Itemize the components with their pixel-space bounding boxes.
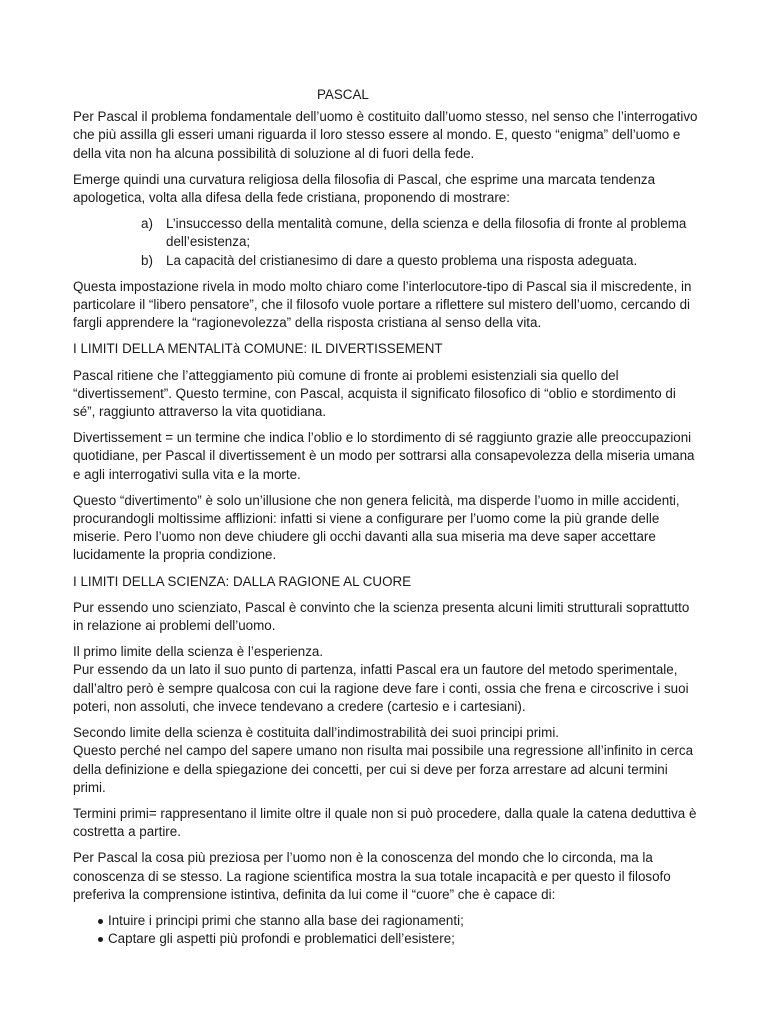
section2-paragraph-2-line-2: Pur essendo da un lato il suo punto di partenza, infatti Pascal era un fautore del metodo sperimentale, dall’altro però è sempre qualcosa con cui la ragione deve fare i conti, ossia che frena e circoscrive i suoi poteri, non assoluti, che invece tendevano a credere (cartesio e i cartesiani). bbox=[73, 662, 689, 714]
section2-paragraph-3-line-2: Questo perché nel campo del sapere umano non risulta mai possibile una regressione all’infinito in cerca della definizione e della spiegazione dei concetti, per cui si deve per forza arrestare ad alcuni termini primi. bbox=[73, 743, 694, 795]
list-marker: b) bbox=[141, 252, 153, 268]
section2-paragraph-2 bbox=[73, 643, 698, 716]
list-item bbox=[73, 930, 698, 948]
section2-paragraph-5: Per Pascal la cosa più preziosa per l’uomo non è la conoscenza del mondo che lo circonda, ma la conoscenza di se stesso. La ragione scientifica mostra la sua totale incapacità e per questo il filosofo preferiva la comprensione istintiva, definita da lui come il “cuore” che è capace di: bbox=[73, 850, 671, 902]
list-item-text: La capacità del cristianesimo di dare a questo problema una risposta adeguata. bbox=[166, 252, 638, 268]
bullet-icon bbox=[98, 937, 103, 942]
section-heading-scienza: I LIMITI DELLA SCIENZA: DALLA RAGIONE AL CUORE bbox=[73, 573, 412, 589]
section-heading-divertissement: I LIMITI DELLA MENTALITà COMUNE: IL DIVERTISSEMENT bbox=[73, 341, 443, 357]
section1-paragraph-3: Questo “divertimento” è solo un’illusione che non genera felicità, ma disperde l’uomo in mille accidenti, procurandogli moltissime afflizioni: infatti si viene a configurare per l’uomo come la più grande delle miserie. Pero l’uomo non deve chiudere gli occhi davanti alla sua miseria ma deve saper accettare lucidamente la propria condizione. bbox=[73, 492, 680, 563]
section2-paragraph-3 bbox=[73, 724, 698, 797]
section2-paragraph-2-line-1: Il primo limite della scienza è l’esperienza. bbox=[73, 644, 324, 660]
list-item-text: Captare gli aspetti più profondi e problematici dell’esistere; bbox=[108, 931, 455, 947]
section2-paragraph-4: Termini primi= rappresentano il limite oltre il quale non si può procedere, dalla quale la catena deduttiva è costretta a partire. bbox=[73, 805, 697, 840]
intro-paragraph-2: Emerge quindi una curvatura religiosa della filosofia di Pascal, che esprime una marcata tendenza apologetica, volta alla difesa della fede cristiana, proponendo di mostrare: bbox=[73, 171, 656, 206]
list-item-text: L’insuccesso della mentalità comune, della scienza e della filosofia di fronte al problema dell’esistenza; bbox=[166, 216, 687, 250]
section2-paragraph-3-line-1: Secondo limite della scienza è costituita dall’indimostrabilità dei suoi principi primi. bbox=[73, 725, 560, 741]
bullet-icon bbox=[98, 919, 103, 924]
list-item-text: Intuire i principi primi che stanno alla base dei ragionamenti; bbox=[108, 912, 464, 928]
demonstrate-list bbox=[73, 215, 698, 270]
intro-paragraph-3: Questa impostazione rivela in modo molto chiaro come l’interlocutore-tipo di Pascal sia il miscredente, in particolare il “libero pensatore”, che il filosofo vuole portare a riflettere sul mistero dell’uomo, cercando di fargli apprendere la “ragionevolezza” della risposta cristiana al senso della vita. bbox=[73, 278, 692, 331]
capabilities-list bbox=[73, 912, 698, 948]
list-item bbox=[73, 912, 698, 930]
list-item bbox=[73, 252, 698, 270]
intro-paragraph-1: Per Pascal il problema fondamentale dell’uomo è costituito dall’uomo stesso, nel senso che l’interrogativo che più assilla gli esseri umani riguarda il loro stesso essere al mondo. E, questo “enigma” dell’uomo e della vita non ha alcuna possibilità di soluzione al di fuori della fede. bbox=[73, 109, 698, 161]
section2-paragraph-1: Pur essendo uno scienziato, Pascal è convinto che la scienza presenta alcuni limiti strutturali soprattutto in relazione ai problemi dell’uomo. bbox=[73, 599, 690, 634]
document-body bbox=[73, 86, 698, 948]
list-marker: a) bbox=[141, 216, 153, 232]
section1-paragraph-2: Divertissement = un termine che indica l’oblio e lo stordimento di sé raggiunto grazie alle preoccupazioni quotidiane, per Pascal il divertissement è un modo per sottrarsi alla consapevolezza della miseria umana e agli interrogativi sulla vita e la morte. bbox=[73, 430, 695, 482]
section1-paragraph-1: Pascal ritiene che l’atteggiamento più comune di fronte ai problemi esistenziali sia quello del “divertissement”. Questo termine, con Pascal, acquista il significato filosofico di “oblio e stordimento di sé”, raggiunto attraverso la vita quotidiana. bbox=[73, 367, 676, 420]
list-item bbox=[73, 215, 698, 251]
document-title: PASCAL bbox=[317, 87, 369, 102]
